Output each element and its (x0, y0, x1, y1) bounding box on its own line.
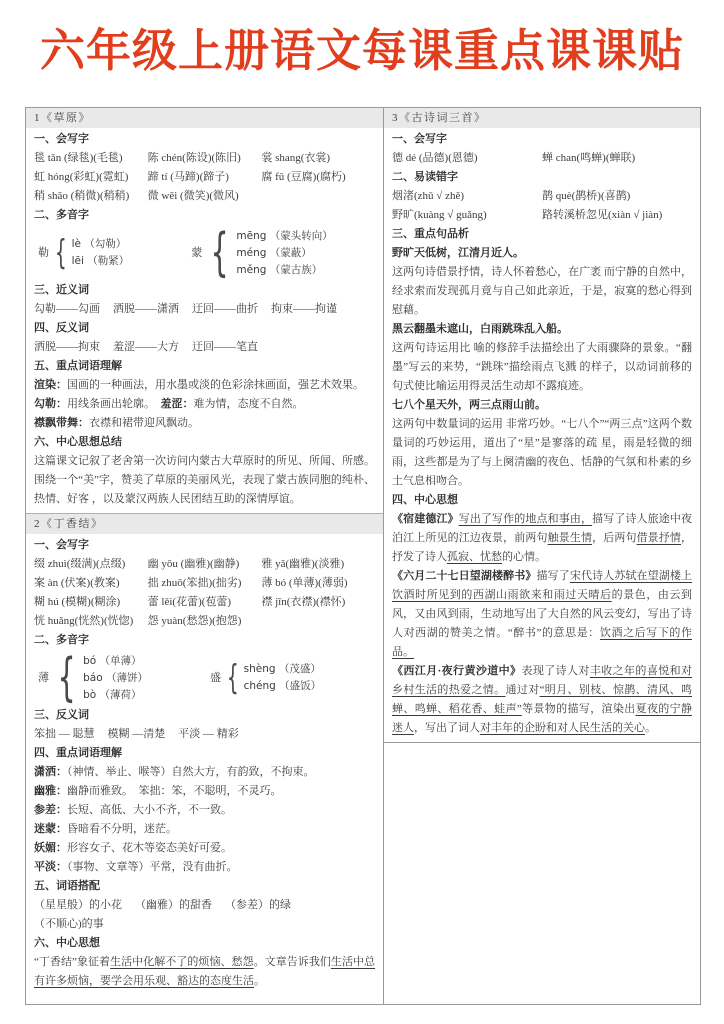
page-title: 六年级上册语文每课重点课课贴 (39, 26, 684, 76)
reading-word: （单薄） (99, 655, 142, 667)
text-segment: 长短、高低、大小不齐，不一致。 (67, 804, 232, 816)
section-heading: 一、会写字 (34, 539, 89, 551)
left-column (26, 108, 384, 1004)
section-heading: 二、多音字 (34, 634, 89, 646)
char-entry: 德 dé (品德)(恩德) (392, 152, 478, 164)
section-heading: 一、会写字 (392, 133, 447, 145)
text-segment: 七八个星天外，两三点雨山前。 (392, 399, 546, 411)
polyphone-char: 蒙 (191, 246, 203, 259)
section (26, 513, 383, 995)
word-pairs (34, 300, 375, 319)
paragraph (34, 452, 375, 509)
section-heading: 三、反义词 (34, 709, 89, 721)
section-heading: 二、多音字 (34, 209, 89, 221)
char-entry: 稍 shāo (稍微)(稍稍) (34, 190, 130, 202)
char-grid (34, 149, 375, 206)
text-segment: 对丰年的企盼和对人民生活的关心 (480, 722, 645, 734)
pair-item: 笨拙 — 聪慧 (34, 728, 95, 740)
text-segment: 妖媚： (34, 842, 67, 854)
char-grid (392, 187, 692, 225)
section-header: 2《丁香结》 (26, 514, 383, 534)
pair-item: 平淡 — 精彩 (178, 728, 239, 740)
section-body (384, 128, 700, 742)
paragraph (392, 662, 692, 738)
text-segment: 。 (645, 722, 656, 734)
text-segment: 生活中化解不了的烦恼、愁怨 (110, 956, 254, 968)
text-segment: 表现了诗人对 (521, 665, 590, 677)
text-segment: 借景抒情 (636, 532, 682, 544)
text-segment: 这两句诗借景抒情，诗人怀着愁心，在广袤 而宁静的自然中，经求索而发现孤月竟与自己如此亲近，于是，寂寞的愁心得到慰藉。 (392, 266, 692, 316)
char-entry: 烟渚(zhǔ √ zhě) (392, 190, 465, 202)
text-segment: 饮酒之后写下的作品。 (392, 627, 693, 658)
reading-word: （蒙蔽） (269, 247, 312, 259)
section-heading: 四、反义词 (34, 322, 89, 334)
polyphone-char: 薄 (38, 671, 49, 684)
paragraph (34, 801, 375, 820)
reading-word: （蒙古族） (269, 264, 323, 276)
char-entry: 恍 huǎng(恍然)(恍惚) (34, 615, 134, 627)
reading-word: （盛饭） (279, 681, 322, 692)
readings-list (236, 228, 332, 279)
char-grid (34, 555, 375, 631)
text-segment: 黑云翻墨未遮山，白雨跳珠乱入船。 (392, 323, 568, 335)
polyphone-item (38, 648, 148, 708)
pair-item: 洒脱——潇洒 (113, 303, 179, 315)
char-entry: 蹄 tí (马蹄)(蹄子) (147, 171, 229, 183)
paragraph (392, 396, 692, 415)
paragraph (392, 244, 692, 263)
paragraph (392, 339, 692, 396)
word-pairs (34, 896, 375, 934)
text-segment: 《西江月·夜行黄沙道中》 (392, 665, 522, 677)
text-segment: 宋代诗人苏轼在望湖楼上饮酒时所见到的西湖山雨欲来和雨过天晴后 (392, 570, 693, 601)
text-segment: 羞涩： (160, 398, 194, 410)
reading-line (83, 687, 148, 704)
curly-brace-icon: { (54, 233, 67, 273)
section-heading: 四、重点词语理解 (34, 747, 122, 759)
paragraph (34, 376, 375, 395)
text-segment: 夏夜的宁静迷人 (392, 703, 693, 734)
text-segment: 潇洒： (34, 766, 67, 778)
text-segment: 参差： (34, 804, 67, 816)
text-segment: 这两句诗运用比 喻的修辞手法描绘出了大雨骤降的景象。“翻墨”写云的来势，“跳珠”描绘雨点飞溅 的样子，以动词前移的句式使比喻运用得灵活生动却不露痕迹。 (392, 342, 692, 392)
text-segment: 国画的一种画法，用水墨或淡的色彩涂抹画面，强艺术效果。 (67, 379, 364, 391)
pinyin: báo (83, 671, 106, 684)
text-segment: 的心情。 (502, 551, 546, 563)
reading-word: （蒙头转向） (269, 230, 333, 242)
text-segment: ，后两句 (592, 532, 637, 544)
readings-list (244, 661, 322, 695)
text-segment: 昏暗看不分明，迷茫。 (67, 823, 177, 835)
char-entry: 毯 tǎn (绿毯)(毛毯) (34, 152, 123, 164)
pair-item: （参差）的绿 (225, 899, 291, 911)
section-heading: 二、易读错字 (392, 171, 458, 183)
text-segment: 丰收之年的喜悦和对乡村生活的热爱之情。 (392, 665, 693, 696)
reading-word: （茂盛） (278, 664, 321, 675)
text-segment: 《六月二十七日望湖楼醉书》 (392, 570, 537, 582)
section-body (26, 128, 383, 513)
paragraph (34, 820, 375, 839)
pinyin: chéng (243, 680, 280, 692)
char-entry: 糊 hú (模糊)(糊涂) (34, 596, 121, 608)
text-segment: 孤寂、忧愁 (447, 551, 502, 563)
reading-line (72, 236, 130, 253)
paragraph (34, 763, 375, 782)
char-entry: 幽 yōu (幽雅)(幽静) (147, 558, 240, 570)
char-entry: 薄 bó (单薄)(薄弱) (261, 577, 348, 589)
pair-item: 羞涩——大方 (113, 341, 179, 353)
text-segment: 渲染： (34, 379, 67, 391)
polyphone-char: 勒 (38, 246, 49, 259)
char-entry: 拙 zhuō(笨拙)(拙劣) (147, 577, 242, 589)
char-entry: 野旷(kuàng √ guǎng) (392, 209, 487, 221)
right-column (384, 108, 700, 1004)
reading-word: （勒紧） (87, 256, 130, 267)
text-segment: 描写了诗人旅途中夜泊江上所见的江边夜景，前两句 (392, 513, 693, 544)
section-body (26, 534, 383, 995)
readings-list (72, 236, 130, 270)
reading-word: （勾勒） (84, 239, 127, 250)
pinyin: mēng (236, 229, 270, 242)
pair-item: 迂回——曲折 (192, 303, 258, 315)
text-segment: 等景物的描写，渲染出 (521, 703, 636, 715)
reading-line (236, 245, 332, 262)
reading-word: （薄荷） (99, 689, 142, 701)
text-segment: 《宿建德江》 (392, 513, 459, 525)
text-segment: 。文章告诉我们 (253, 956, 331, 968)
reading-line (236, 262, 332, 279)
polyphone-item (209, 658, 322, 698)
text-segment: “明月、别枝、惊鹊、清风、鸣蝉、鸣蝉、稻花香、蛙声” (392, 684, 693, 715)
section-header: 1《草原》 (26, 108, 383, 128)
text-segment: 迷蒙： (34, 823, 67, 835)
pair-item: 勾勒——勾画 (34, 303, 100, 315)
text-segment: （事物、文章等）平常，没有曲折。 (67, 861, 238, 873)
char-entry: 陈 chén(陈设)(陈旧) (147, 152, 241, 164)
polyphone-group (38, 223, 375, 283)
section-heading: 六、中心思想总结 (34, 436, 122, 448)
text-segment: 形容女子、花木等姿态美好可爱。 (67, 842, 232, 854)
paragraph (392, 567, 692, 662)
readings-list (83, 653, 148, 704)
reading-line (236, 228, 332, 245)
reading-line (244, 678, 322, 695)
char-entry: 路转溪桥忽见(xiàn √ jiàn) (542, 209, 663, 221)
text-segment: 这两句中数量词的运用 非常巧妙。“七八个”“两三点”这两个数量词的巧妙运用，道出了“星”是寥落的疏 星，雨是轻微的细雨，这些都是为了与上阕清幽的夜色、恬静的气氛和朴素的乡土气息相吻合。 (392, 418, 692, 487)
word-pairs (34, 725, 375, 744)
reading-line (83, 670, 148, 687)
text-segment: 用线条画出轮廓。 (67, 398, 161, 410)
polyphone-item (38, 233, 130, 273)
pair-item: （幽雅）的甜香 (135, 899, 212, 911)
pair-item: 拘束——拘谨 (271, 303, 337, 315)
text-segment: 难为情，态度不自然。 (193, 398, 304, 410)
text-segment: 触景生情 (547, 532, 593, 544)
char-entry: 裳 shang(衣裳) (261, 152, 331, 164)
text-segment: ，写出了词人 (414, 722, 480, 734)
reading-line (83, 653, 148, 670)
text-segment: 生活中总有许多烦恼，要学会用乐观、豁达的态度生活 (34, 956, 376, 987)
char-entry: 虹 hóng(彩虹)(霓虹) (34, 171, 129, 183)
section-heading: 一、会写字 (34, 133, 89, 145)
pinyin: lēi (71, 255, 88, 267)
pair-item: 洒脱——拘束 (34, 341, 100, 353)
paragraph (34, 782, 375, 801)
section-heading: 三、重点句品析 (392, 228, 469, 240)
pinyin: bò (83, 688, 100, 701)
paragraph (392, 510, 692, 567)
section (26, 108, 383, 513)
curly-brace-icon: { (210, 223, 229, 283)
char-entry: 蝉 chan(鸣蝉)(蝉联) (542, 152, 636, 164)
section-heading: 五、重点词语理解 (34, 360, 122, 372)
text-segment: 的景色，由云到风，又由风到雨，生动地写出了大自然的风云变幻，写出了诗人对西湖的赞美之情。“醉书”的意思是： (392, 589, 693, 639)
pair-item: （星星般）的小花 (34, 899, 122, 911)
text-segment: 幽雅： (34, 785, 67, 797)
section-heading: 四、中心思想 (392, 494, 458, 506)
text-segment: 衣襟和裙带迎风飘动。 (89, 417, 199, 429)
char-entry: 怨 yuàn(愁怨)(抱怨) (147, 615, 242, 627)
paragraph (34, 858, 375, 877)
text-segment: ，抒发了诗人 (392, 532, 693, 563)
reading-line (244, 661, 322, 678)
paragraph (34, 414, 375, 433)
text-segment: 这篇课文记叙了老舍第一次访问内蒙古大草原时的所见、所闻、所感。围绕一个“美”字，赞美了草原的美丽风光，表现了蒙古族同胞的纯朴、热情、好客 ，以及蒙汉两族人民团结互助的深情厚谊。 (34, 455, 375, 505)
curly-brace-icon: { (57, 648, 76, 708)
paragraph (34, 953, 375, 991)
section-header: 3《古诗词三首》 (384, 108, 700, 128)
curly-brace-icon: { (226, 658, 239, 698)
char-grid (392, 149, 692, 168)
text-segment: 。 (254, 975, 265, 987)
text-segment: 襟飘带舞： (34, 417, 89, 429)
section-heading: 五、词语搭配 (34, 880, 100, 892)
char-entry: 腐 fǔ (豆腐)(腐朽) (261, 171, 346, 183)
text-segment: （神情、举止、喉等）自然大方，有韵致，不拘束。 (67, 766, 315, 778)
section-heading: 六、中心思想 (34, 937, 100, 949)
paragraph (392, 263, 692, 320)
content-frame (25, 107, 701, 1005)
reading-word: （薄饼） (105, 672, 148, 684)
char-entry: 襟 jīn(衣襟)(襟怀) (261, 596, 346, 608)
text-segment: 写出了写作的地点和事由， (458, 513, 593, 525)
pinyin: lè (71, 238, 85, 250)
text-segment: 幽静而雅致。 笨拙：笨，不聪明，不灵巧。 (67, 785, 282, 797)
section-heading: 三、近义词 (34, 284, 89, 296)
pair-item: 模糊 —清楚 (107, 728, 166, 740)
pinyin: shèng (243, 663, 279, 675)
pinyin: bó (83, 654, 100, 667)
word-pairs (34, 338, 375, 357)
char-entry: 蕾 lěi(花蕾)(苞蕾) (147, 596, 232, 608)
pinyin: měng (236, 263, 270, 276)
reading-line (72, 253, 130, 270)
section (384, 108, 700, 743)
text-segment: 野旷天低树，江清月近人。 (392, 247, 524, 259)
text-segment: “丁香结”象征着 (34, 956, 111, 968)
text-segment: 平淡： (34, 861, 67, 873)
char-entry: 案 àn (伏案)(教案) (34, 577, 120, 589)
pinyin: méng (236, 246, 270, 259)
polyphone-group (38, 648, 375, 708)
paragraph (34, 395, 375, 414)
paragraph (392, 415, 692, 491)
paragraph (34, 839, 375, 858)
char-entry: 微 wēi (微笑)(微风) (147, 190, 239, 202)
char-entry: 鹊 què(鹊桥)(喜鹊) (542, 190, 631, 202)
char-entry: 缀 zhuì(缀满)(点缀) (34, 558, 126, 570)
text-segment: 通过对 (505, 684, 540, 696)
pair-item: （不顺心)的事 (34, 918, 104, 930)
char-entry: 雅 yǎ(幽雅)(淡雅) (261, 558, 345, 570)
text-segment: 勾勒： (34, 398, 67, 410)
polyphone-char: 盛 (209, 671, 221, 684)
pair-item: 迂回——笔直 (192, 341, 258, 353)
text-segment: 描写了 (536, 570, 570, 582)
paragraph (392, 320, 692, 339)
polyphone-item (191, 223, 333, 283)
